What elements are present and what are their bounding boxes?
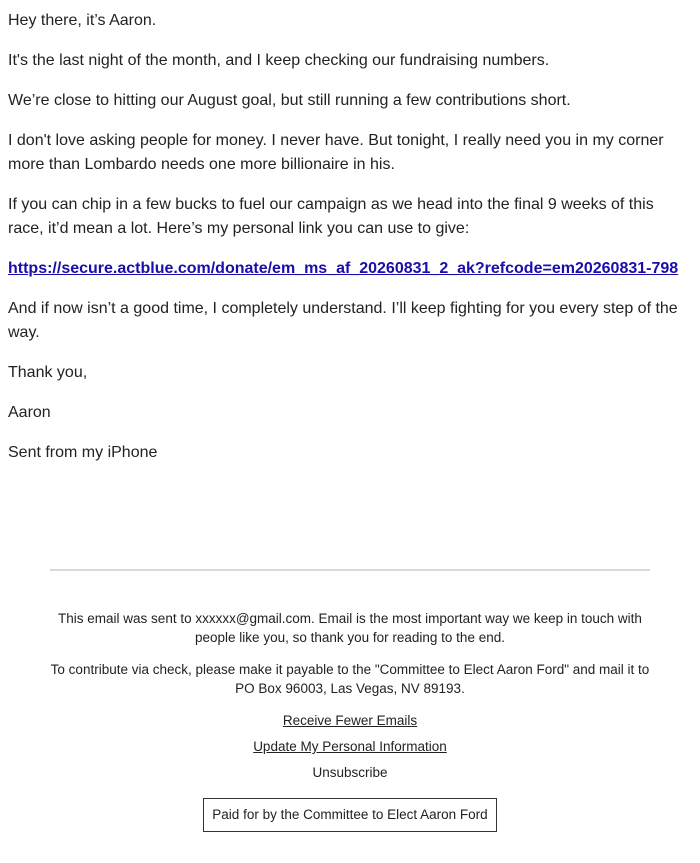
paid-for-disclaimer: Paid for by the Committee to Elect Aaron Ford — [203, 798, 497, 832]
sent-from-text: Sent from my iPhone — [8, 444, 158, 461]
body-paragraph-1: It's the last night of the month, and I keep checking our fundraising numbers. — [8, 52, 550, 69]
footer-links — [50, 711, 650, 782]
greeting-text: Hey there, it’s Aaron. — [8, 12, 157, 29]
body-paragraph-5: And if now isn’t a good time, I completely understand. I’ll keep fighting for you every step of the way. — [8, 300, 678, 341]
email-body — [8, 9, 692, 481]
body-paragraph-4: If you can chip in a few bucks to fuel our campaign as we head into the final 9 weeks of this race, it’d mean a lot. Here’s my personal link you can use to give: — [8, 196, 654, 237]
donate-link[interactable]: https://secure.actblue.com/donate/em_ms_af_20260831_2_ak?refcode=em20260831-798 — [8, 260, 679, 277]
email-footer — [50, 609, 650, 782]
update-personal-info-link[interactable]: Update My Personal Information — [253, 739, 447, 754]
donate-link-paragraph — [8, 257, 692, 281]
email-notice: This email was sent to xxxxxx@gmail.com. Email is the most important way we keep in touch with people like you, so thank you for reading to the end. — [58, 611, 642, 645]
body-paragraph-3: I don't love asking people for money. I never have. But tonight, I really need you in my corner more than Lombardo needs one more billionaire in his. — [8, 132, 664, 173]
signature-text: Aaron — [8, 404, 51, 421]
check-contribution-info: To contribute via check, please make it payable to the "Committee to Elect Aaron Ford" and mail it to PO Box 96003, Las Vegas, NV 89193. — [50, 662, 650, 696]
unsubscribe-link[interactable]: Unsubscribe — [312, 765, 388, 780]
receive-fewer-emails-link[interactable]: Receive Fewer Emails — [282, 713, 418, 728]
body-paragraph-2: We’re close to hitting our August goal, but still running a few contributions short. — [8, 92, 571, 109]
signoff-text: Thank you, — [8, 364, 88, 381]
footer-divider — [50, 569, 650, 571]
